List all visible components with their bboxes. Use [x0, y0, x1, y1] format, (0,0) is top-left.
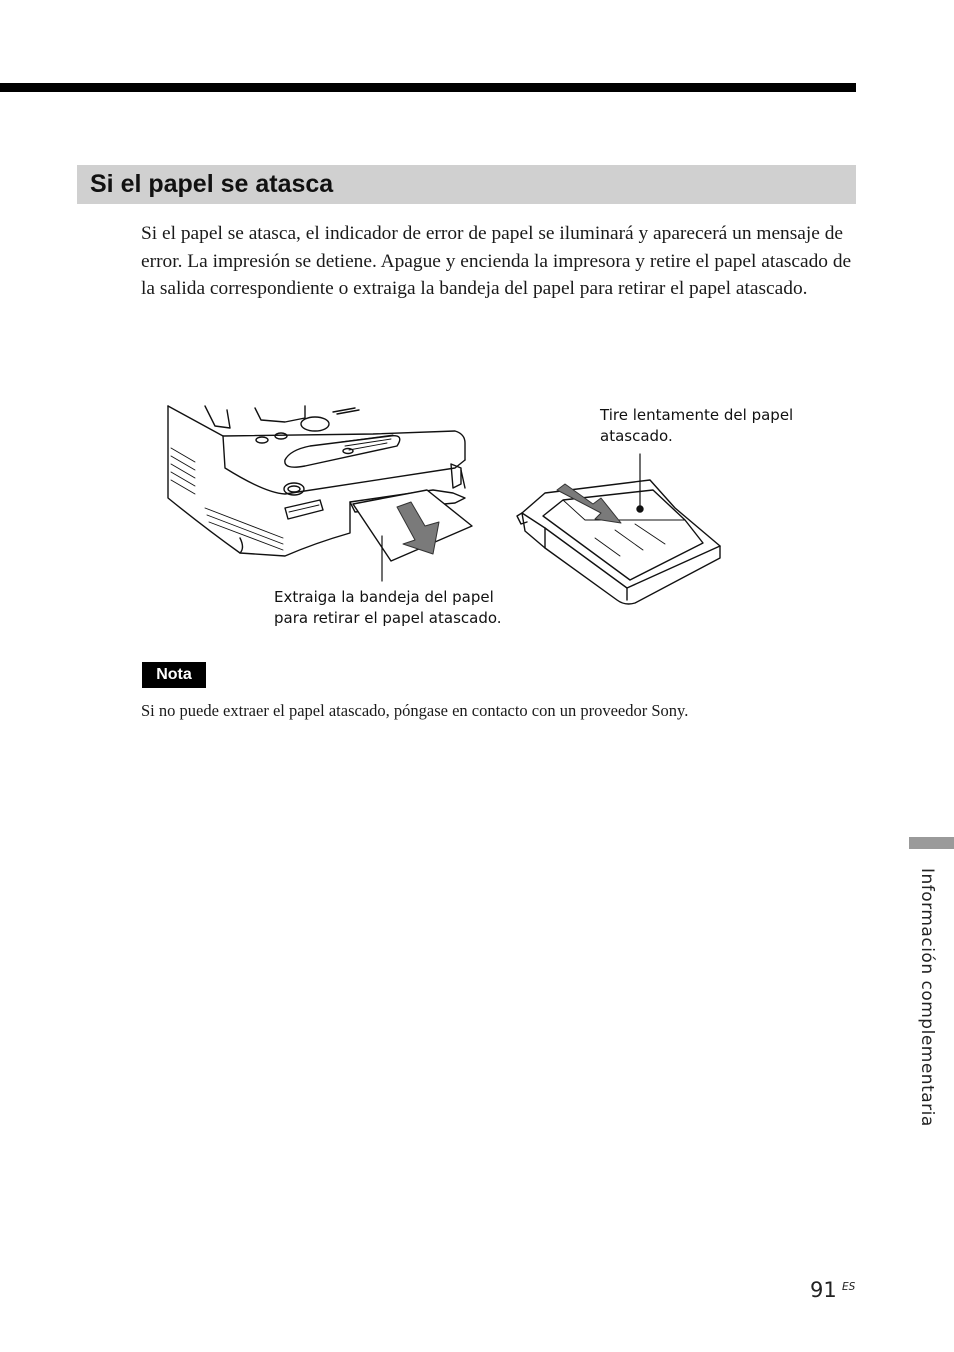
language-code: ES — [842, 1281, 856, 1293]
printer-callout-line-1: Extraiga la bandeja del papel — [274, 588, 494, 606]
note-text: Si no puede extraer el papel atascado, póngase en contacto con un proveedor Sony. — [141, 701, 689, 720]
side-tab-label: Información complementaria — [917, 868, 937, 1127]
top-rule — [0, 83, 856, 92]
printer-callout — [274, 587, 534, 629]
intro-paragraph: Si el papel se atasca, el indicador de error de papel se iluminará y aparecerá un mensaje de error. La impresión se detiene. Apague y encienda la impresora y retire el papel atascado de la salida correspondiente o extraiga la bandeja del papel para retirar el papel atascado. — [141, 223, 852, 299]
section-title: Si el papel se atasca — [90, 170, 334, 198]
tray-callout-line-1: Tire lentamente del papel — [600, 406, 794, 424]
section-header — [77, 165, 856, 204]
paper-tray-drawing — [517, 454, 720, 604]
note-badge: Nota — [142, 662, 206, 688]
tray-callout-line-2: atascado. — [600, 427, 673, 445]
side-tab-marker — [909, 837, 954, 849]
page-number: 91 — [810, 1278, 837, 1302]
printer-callout-line-2: para retirar el papel atascado. — [274, 609, 502, 627]
tray-callout — [600, 405, 830, 447]
printer-drawing — [168, 406, 472, 581]
